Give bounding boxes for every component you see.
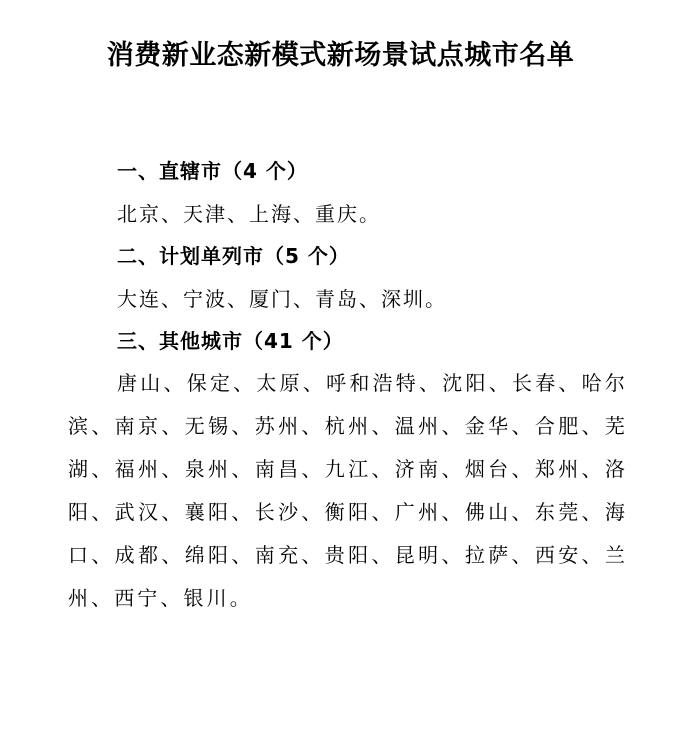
section-cities-separately-planned-cities: 大连、宁波、厦门、青岛、深圳。 (117, 287, 447, 311)
section-heading-other-cities: 三、其他城市（41 个） (117, 329, 344, 353)
document-title: 消费新业态新模式新场景试点城市名单 (106, 40, 575, 71)
section-heading-separately-planned-cities: 二、计划单列市（5 个） (117, 244, 350, 268)
section-cities-other-cities: 唐山、保定、太原、呼和浩特、沈阳、长春、哈尔滨、南京、无锡、苏州、杭州、温州、金华、合肥、芜湖、福州、泉州、南昌、九江、济南、烟台、郑州、洛阳、武汉、襄阳、长沙、衡阳、广州、佛山、东莞、海口、成都、绵阳、南充、贵阳、昆明、拉萨、西安、兰州、西宁、银川。 (68, 371, 628, 610)
section-cities-municipalities: 北京、天津、上海、重庆。 (117, 202, 381, 226)
section-heading-municipalities: 一、直辖市（4 个） (117, 159, 308, 183)
